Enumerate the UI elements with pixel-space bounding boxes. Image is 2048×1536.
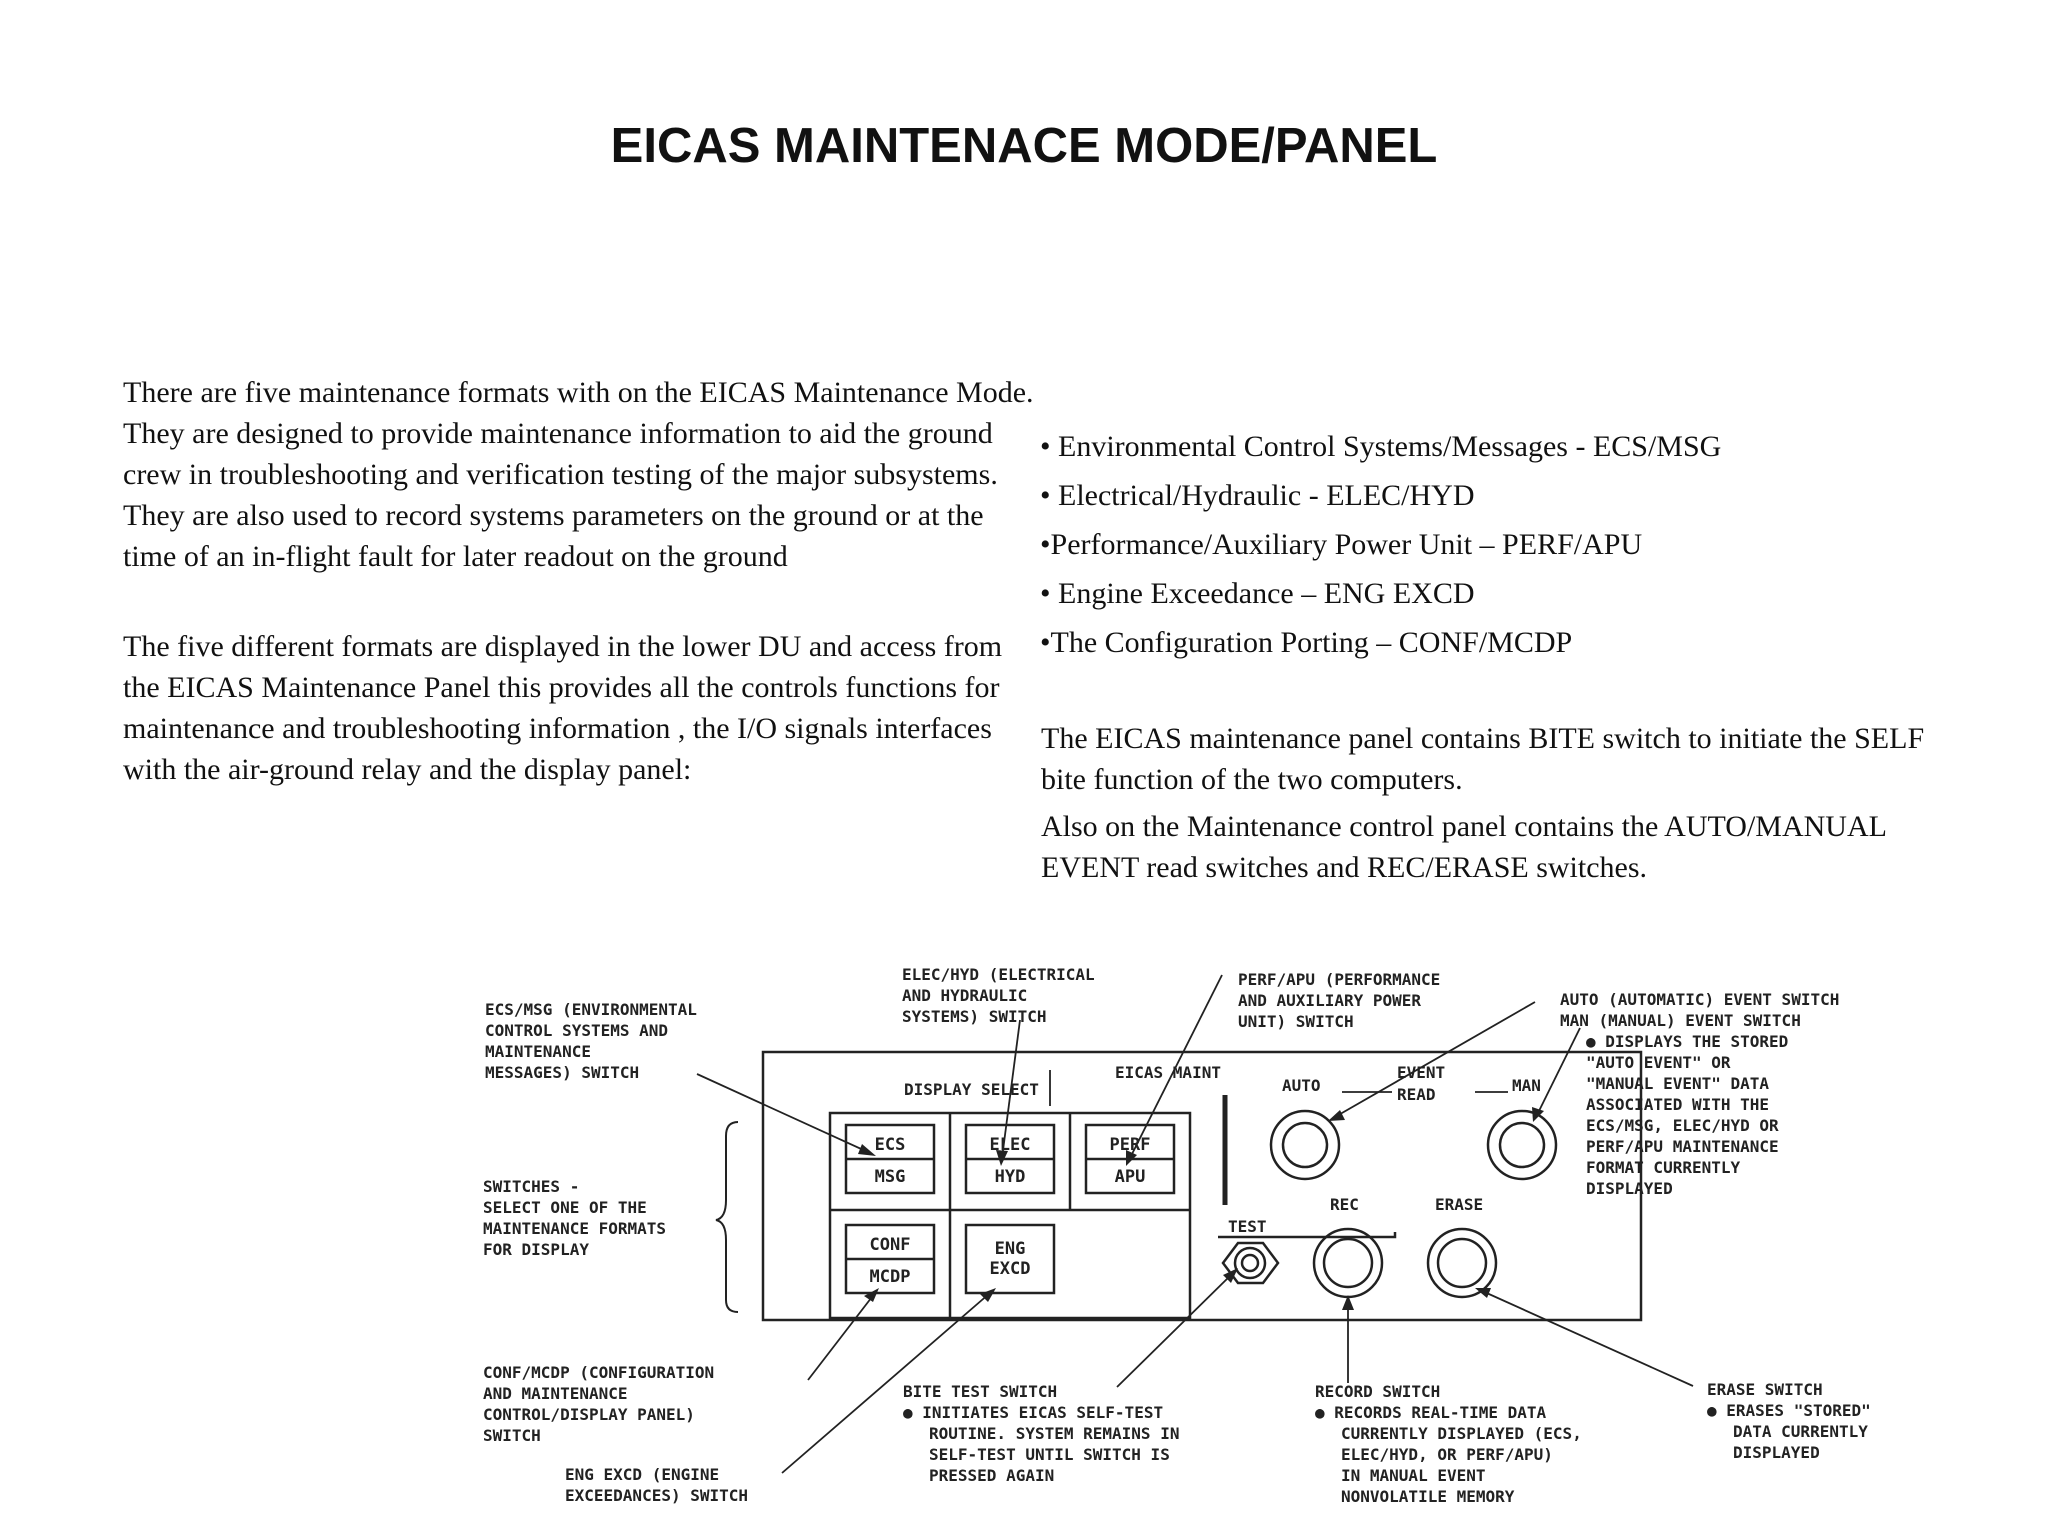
- callout-record-line: CURRENTLY DISPLAYED (ECS,: [1341, 1424, 1582, 1443]
- switch-legend: MSG: [874, 1167, 906, 1187]
- auto-label: AUTO: [1282, 1076, 1321, 1095]
- callout-auto-man-line: ECS/MSG, ELEC/HYD OR: [1586, 1116, 1779, 1135]
- man-label: MAN: [1512, 1076, 1541, 1095]
- callout-record-line: NONVOLATILE MEMORY: [1341, 1487, 1515, 1506]
- callout-ecs-msg-line: ECS/MSG (ENVIRONMENTAL: [485, 1000, 697, 1019]
- callout-auto-man-line: ● DISPLAYS THE STORED: [1586, 1032, 1789, 1051]
- rec-label: REC: [1330, 1195, 1359, 1214]
- callout-conf-mcdp-line: CONF/MCDP (CONFIGURATION: [483, 1363, 715, 1382]
- callout-switches-line: MAINTENANCE FORMATS: [483, 1219, 667, 1238]
- callout-erase-line: DATA CURRENTLY: [1733, 1422, 1868, 1441]
- callout-elec-hyd-line: AND HYDRAULIC: [902, 986, 1028, 1005]
- event-label: EVENT: [1397, 1063, 1446, 1082]
- display-select-label: DISPLAY SELECT: [904, 1080, 1039, 1099]
- callout-bite-line: BITE TEST SWITCH: [903, 1382, 1058, 1401]
- callout-auto-man-line: "AUTO EVENT" OR: [1586, 1053, 1731, 1072]
- callout-auto-man-line: AUTO (AUTOMATIC) EVENT SWITCH: [1560, 990, 1840, 1009]
- bite-paragraph: The EICAS maintenance panel contains BITE switch to initiate the SELF bite function of the two computers.: [1041, 722, 1925, 796]
- callout-erase-line: DISPLAYED: [1733, 1443, 1820, 1462]
- callout-auto-man-line: FORMAT CURRENTLY: [1586, 1158, 1741, 1177]
- switch-legend: ELEC: [989, 1135, 1031, 1155]
- callout-ecs-msg-line: MESSAGES) SWITCH: [485, 1063, 640, 1082]
- callout-elec-hyd-line: SYSTEMS) SWITCH: [902, 1007, 1047, 1026]
- format-list-item: • Engine Exceedance – ENG EXCD: [1040, 577, 1475, 610]
- formats-paragraph: The five different formats are displayed in the lower DU and access from the EICAS Maintenance Panel this provides all the controls functions for maintenance and troubleshooting information , the I/O signals interfaces with the air-ground relay and the display panel:: [123, 630, 1003, 786]
- switch-legend: EXCD: [989, 1259, 1031, 1279]
- callout-switches-line: FOR DISPLAY: [483, 1240, 589, 1259]
- callout-record-line: IN MANUAL EVENT: [1341, 1466, 1486, 1485]
- man-event-switch: [1488, 1111, 1556, 1179]
- auto-event-switch: [1271, 1111, 1339, 1179]
- callout-erase-line: ERASE SWITCH: [1707, 1380, 1823, 1399]
- callout-auto-man-line: PERF/APU MAINTENANCE: [1586, 1137, 1779, 1156]
- callout-bite-line: ROUTINE. SYSTEM REMAINS IN: [929, 1424, 1180, 1443]
- switch-legend: ECS: [874, 1135, 906, 1155]
- callout-switches-line: SELECT ONE OF THE: [483, 1198, 647, 1217]
- callout-record-line: ● RECORDS REAL-TIME DATA: [1315, 1403, 1547, 1422]
- callout-ecs-msg-line: MAINTENANCE: [485, 1042, 591, 1061]
- eicas-maint-label: EICAS MAINT: [1115, 1063, 1221, 1082]
- format-list-item: •The Configuration Porting – CONF/MCDP: [1040, 626, 1573, 659]
- callout-auto-man-line: MAN (MANUAL) EVENT SWITCH: [1560, 1011, 1801, 1030]
- switch-legend: MCDP: [869, 1267, 911, 1287]
- switch-legend: CONF: [869, 1235, 911, 1255]
- callout-switches-line: SWITCHES -: [483, 1177, 580, 1196]
- callout-perf-apu-line: AND AUXILIARY POWER: [1238, 991, 1422, 1010]
- callout-eng-excd-line: ENG EXCD (ENGINE: [565, 1465, 720, 1484]
- format-list-item: •Performance/Auxiliary Power Unit – PERF/APU: [1040, 528, 1643, 561]
- callout-perf-apu-line: PERF/APU (PERFORMANCE: [1238, 970, 1441, 989]
- format-list-item: • Electrical/Hydraulic - ELEC/HYD: [1040, 479, 1475, 512]
- read-label: READ: [1397, 1085, 1436, 1104]
- intro-paragraph: There are five maintenance formats with on the EICAS Maintenance Mode. They are designed to provide maintenance information to aid the ground crew in troubleshooting and verification testing of the major subsystems. They are also used to record systems parameters on the ground or at the time of an in-flight fault for later readout on the ground: [123, 376, 1034, 573]
- callout-record-line: RECORD SWITCH: [1315, 1382, 1441, 1401]
- test-label: TEST: [1228, 1217, 1267, 1236]
- event-paragraph: Also on the Maintenance control panel contains the AUTO/MANUAL EVENT read switches and REC/ERASE switches.: [1041, 810, 1886, 884]
- erase-label: ERASE: [1435, 1195, 1484, 1214]
- callout-record-line: ELEC/HYD, OR PERF/APU): [1341, 1445, 1553, 1464]
- callout-elec-hyd-line: ELEC/HYD (ELECTRICAL: [902, 965, 1095, 984]
- callout-auto-man-line: DISPLAYED: [1586, 1179, 1673, 1198]
- format-list-item: • Environmental Control Systems/Messages - ECS/MSG: [1040, 430, 1722, 463]
- switch-legend: PERF: [1109, 1135, 1151, 1155]
- switch-legend: HYD: [994, 1167, 1026, 1187]
- callout-perf-apu-line: UNIT) SWITCH: [1238, 1012, 1354, 1031]
- callout-bite-line: PRESSED AGAIN: [929, 1466, 1055, 1485]
- callout-ecs-msg-line: CONTROL SYSTEMS AND: [485, 1021, 669, 1040]
- switch-legend: APU: [1114, 1167, 1146, 1187]
- callout-auto-man-line: ASSOCIATED WITH THE: [1586, 1095, 1770, 1114]
- page-title: EICAS MAINTENACE MODE/PANEL: [610, 119, 1438, 173]
- callout-conf-mcdp-line: AND MAINTENANCE: [483, 1384, 628, 1403]
- callout-erase-line: ● ERASES "STORED": [1707, 1401, 1871, 1420]
- callout-bite-line: SELF-TEST UNTIL SWITCH IS: [929, 1445, 1170, 1464]
- callout-eng-excd-line: EXCEEDANCES) SWITCH: [565, 1486, 749, 1505]
- callout-conf-mcdp-line: CONTROL/DISPLAY PANEL): [483, 1405, 695, 1424]
- callout-conf-mcdp-line: SWITCH: [483, 1426, 541, 1445]
- callout-bite-line: ● INITIATES EICAS SELF-TEST: [903, 1403, 1164, 1422]
- switch-legend: ENG: [994, 1239, 1026, 1259]
- callout-auto-man-line: "MANUAL EVENT" DATA: [1586, 1074, 1770, 1093]
